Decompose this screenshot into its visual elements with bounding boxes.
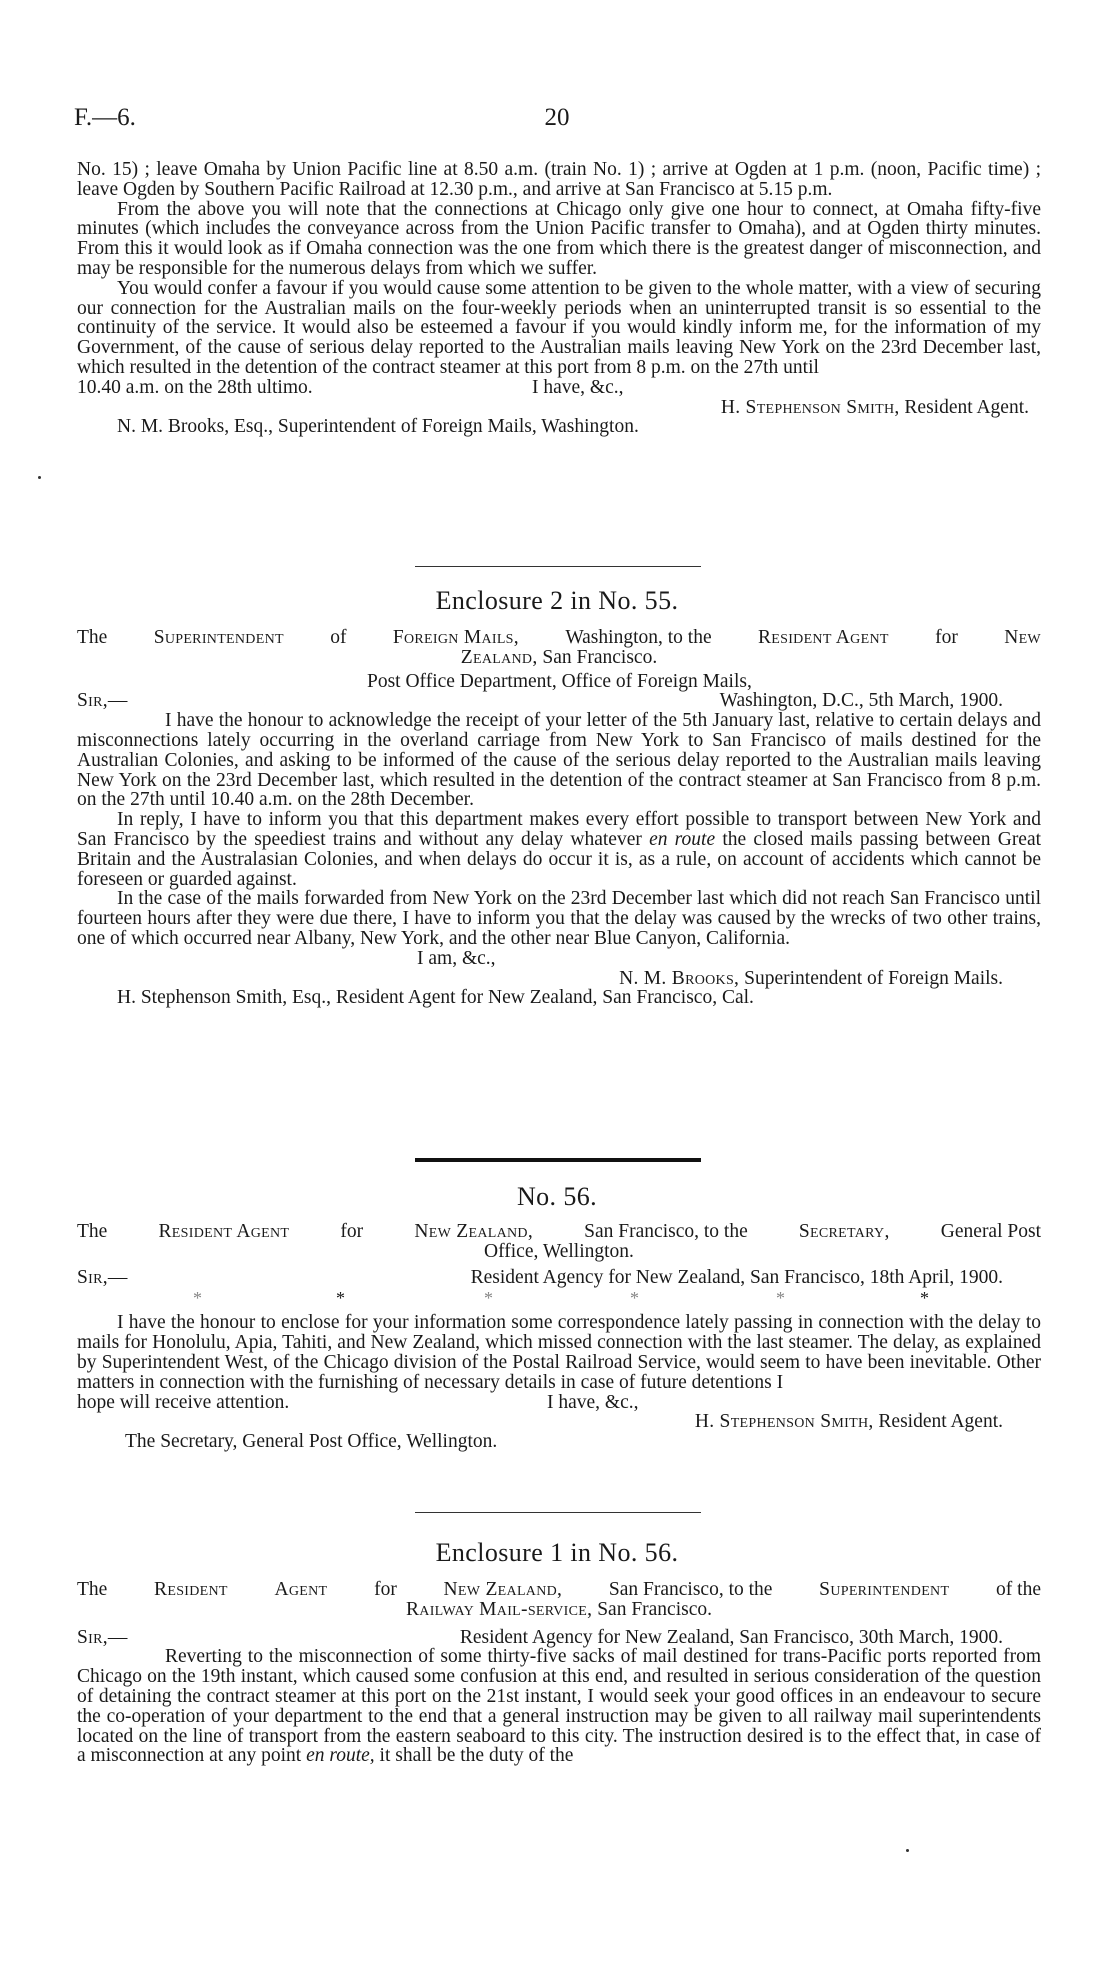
text-run: the closed mails passing between Great Britain and the Australasian Colonies, and when delays do occur it is, as a rule, on account of accidents which cannot be foreseen or guarded against. — [77, 828, 1042, 890]
route-word: Secretary, — [798, 1221, 890, 1242]
route-word: Resident Agent — [757, 627, 889, 648]
closing: I have, &c., — [532, 376, 624, 398]
signature — [77, 969, 1041, 989]
paragraph: From the above you will note that the connections at Chicago only give one hour to connect, at Omaha fifty-five minutes (which includes the conveyance across from the Union Pacific transfer to Omaha), and at Ogden thirty minutes. From this it would look as if Omaha connection was the one from which there is the greatest danger of misconnection, and may be responsible for the numerous delays from which we suffer. — [77, 198, 1041, 279]
text-run: Reverting to the misconnection of some thirty-five sacks of mail destined for trans-Pacific ports reported from Chicago on the 19th instant, which caused some confusion at this end, and resulted in serious consideration of the question of detaining the contract steamer at this port on the 21st instant, I would seek your good offices in an endeavour to secure the co-operation of your department to the end that a general instruction may be given to all railway mail superintendents located on the line of transport from the eastern seaboard to this city. The instruction desired is to the effect that, in case of a misconnection at any point — [77, 1646, 1041, 1767]
signature — [77, 398, 1041, 418]
ellipsis-asterisk: * — [484, 1288, 493, 1308]
section-divider — [415, 566, 701, 567]
paragraph: In the case of the mails forwarded from New York on the 23rd December last which did not reach San Francisco until fourteen hours after they were due there, I have to inform you that the delay was caused by the wrecks of two other trains, one of which occurred near Albany, New York, and the other near Blue Canyon, California. — [77, 888, 1041, 949]
route-word: Railway Mail-service, — [406, 1598, 593, 1620]
date-line: Washington, D.C., 5th March, 1900. — [719, 690, 1003, 712]
closing-line — [77, 378, 1041, 398]
paragraph: I have the honour to enclose for your information some correspondence lately passing in connection with the delay to mails for Honolulu, Apia, Tahiti, and New Zealand, which missed connection with the last steamer. The delay, as explained by Superintendent West, of the Chicago division of the Postal Railroad Service, would seem to have been inevitable. Other matters in connection with the furnishing of necessary details in case of future detentions I — [77, 1312, 1041, 1393]
addressee: N. M. Brooks, Esq., Superintendent of Foreign Mails, Washington. — [117, 416, 639, 438]
signature-name: H. Stephenson Smith, — [694, 1411, 874, 1433]
route-word: for — [374, 1579, 397, 1600]
route-word: Superintendent — [819, 1579, 950, 1600]
enclosure-1-letter — [77, 1580, 1041, 1766]
paragraph-end: 10.40 a.m. on the 28th ultimo. — [77, 376, 313, 398]
date-line: Resident Agency for New Zealand, San Francisco, 30th March, 1900. — [459, 1626, 1003, 1648]
italic-run: en route — [649, 828, 716, 850]
route-word: San Francisco, to the — [608, 1579, 773, 1600]
text-run: In reply, I have to inform you that this department makes every effort possible to transport between New York and San Francisco by the speediest trains and without any delay whatever — [77, 809, 1041, 850]
route-word: Foreign Mails, — [392, 627, 519, 648]
paragraph: You would confer a favour if you would cause some attention to be given to the whole matter, with a view of securing our connection for the Australian mails on the four-weekly periods when an uninterrupted transit is so essential to the continuity of the service. It would also be esteemed a favour if you would kindly inform me, for the information of my Government, of the cause of serious delay reported to the Australian mails leaving New York on the 23rd December last, which resulted in the detention of the contract steamer at this port from 8 p.m. on the 27th until — [77, 277, 1041, 378]
signature — [77, 1412, 1041, 1432]
ellipsis-asterisk: * — [920, 1288, 929, 1308]
paragraph: No. 15) ; leave Omaha by Union Pacific line at 8.50 a.m. (train No. 1) ; arrive at Ogden at 1 p.m. (noon, Pacific time) ; leave Ogden by Southern Pacific Railroad at 12.30 p.m., and arrive at San Francisco at 5.15 p.m. — [77, 159, 1041, 200]
date-line: Resident Agency for New Zealand, San Francisco, 18th April, 1900. — [470, 1266, 1003, 1288]
print-mark — [38, 476, 41, 479]
route-word: General Post — [940, 1221, 1041, 1242]
addressee: The Secretary, General Post Office, Wellington. — [125, 1431, 498, 1453]
route-word: Resident — [154, 1579, 228, 1600]
signature-title: Resident Agent. — [878, 1411, 1003, 1433]
route-word: New Zealand, — [414, 1221, 533, 1242]
route-line — [77, 628, 1041, 648]
route-word: Zealand, — [460, 646, 538, 668]
route-word: Agent — [274, 1579, 328, 1600]
paragraph-end: hope will receive attention. — [77, 1391, 290, 1413]
text-run: it shall be the duty of the — [379, 1745, 574, 1767]
route-word: San Francisco. — [542, 646, 658, 668]
ellipsis-asterisk: * — [336, 1288, 345, 1308]
route-word: Superintendent — [153, 627, 284, 648]
salutation: Sir,— — [77, 690, 128, 712]
enclosure-2-letter — [77, 628, 1041, 1008]
section-divider-thick — [415, 1158, 701, 1162]
office-line: Post Office Department, Office of Foreign Mails, — [367, 670, 752, 692]
letter-continuation — [77, 160, 1041, 437]
route-line-2 — [77, 1600, 1041, 1620]
route-line-2 — [77, 648, 1041, 668]
route-word: San Francisco, to the — [584, 1221, 748, 1242]
parliamentary-paper-reference: F.—6. — [74, 104, 136, 131]
asterisk-row — [77, 1287, 1041, 1313]
paragraph: I have the honour to acknowledge the receipt of your letter of the 5th January last, relative to certain delays and misconnections lately occurring in the overland carriage from New York to San Francisco of mails destined for the Australian Colonies, and asking to be informed of the cause of the serious delay reported to the Australian mails leaving New York on the 23rd December last, which resulted in the detention of the contract steamer at San Francisco from 8 p.m. on the 27th until 10.40 a.m. on the 28th December. — [77, 710, 1041, 811]
ellipsis-asterisk: * — [776, 1288, 785, 1308]
print-mark — [906, 1849, 909, 1852]
signature-title: Superintendent of Foreign Mails. — [744, 967, 1003, 989]
paragraph — [77, 1647, 1041, 1766]
salutation-date-line — [77, 1628, 1041, 1648]
signature-name: H. Stephenson Smith, — [720, 396, 900, 418]
ellipsis-asterisk: * — [193, 1288, 202, 1308]
route-word: The — [77, 1579, 108, 1600]
route-line — [77, 1580, 1041, 1600]
route-line — [77, 1222, 1041, 1242]
route-word: The — [77, 1221, 108, 1242]
salutation: Sir,— — [77, 1626, 128, 1648]
no-56-letter — [77, 1222, 1041, 1452]
ellipsis-asterisk: * — [630, 1288, 639, 1308]
section-divider — [415, 1512, 701, 1513]
closing: I have, &c., — [547, 1391, 639, 1413]
signature-title: Resident Agent. — [904, 396, 1029, 418]
route-word: for — [340, 1221, 364, 1242]
section-heading: No. 56. — [516, 1182, 598, 1211]
section-heading: Enclosure 1 in No. 56. — [435, 1538, 679, 1567]
route-word: for — [935, 627, 958, 648]
route-word: New Zealand, — [443, 1579, 563, 1600]
salutation-date-line — [77, 691, 1041, 711]
route-word: San Francisco. — [597, 1598, 712, 1620]
route-line-2: Office, Wellington. — [484, 1240, 634, 1262]
route-word: New — [1004, 627, 1041, 648]
addressee: H. Stephenson Smith, Esq., Resident Agent for New Zealand, San Francisco, Cal. — [117, 987, 754, 1009]
closing-line — [77, 1393, 1041, 1413]
route-word: The — [77, 627, 108, 648]
route-word: of — [330, 627, 347, 648]
route-word: of the — [996, 1579, 1041, 1600]
route-word: Washington, to the — [565, 627, 712, 648]
paragraph — [77, 810, 1041, 889]
section-heading: Enclosure 2 in No. 55. — [435, 586, 679, 615]
salutation-date-line — [77, 1268, 1041, 1288]
italic-run: en route, — [306, 1745, 375, 1767]
page-number: 20 — [544, 104, 570, 131]
closing: I am, &c., — [417, 947, 496, 969]
signature-name: N. M. Brooks, — [619, 967, 740, 989]
route-word: Resident Agent — [158, 1221, 290, 1242]
salutation: Sir,— — [77, 1266, 128, 1288]
